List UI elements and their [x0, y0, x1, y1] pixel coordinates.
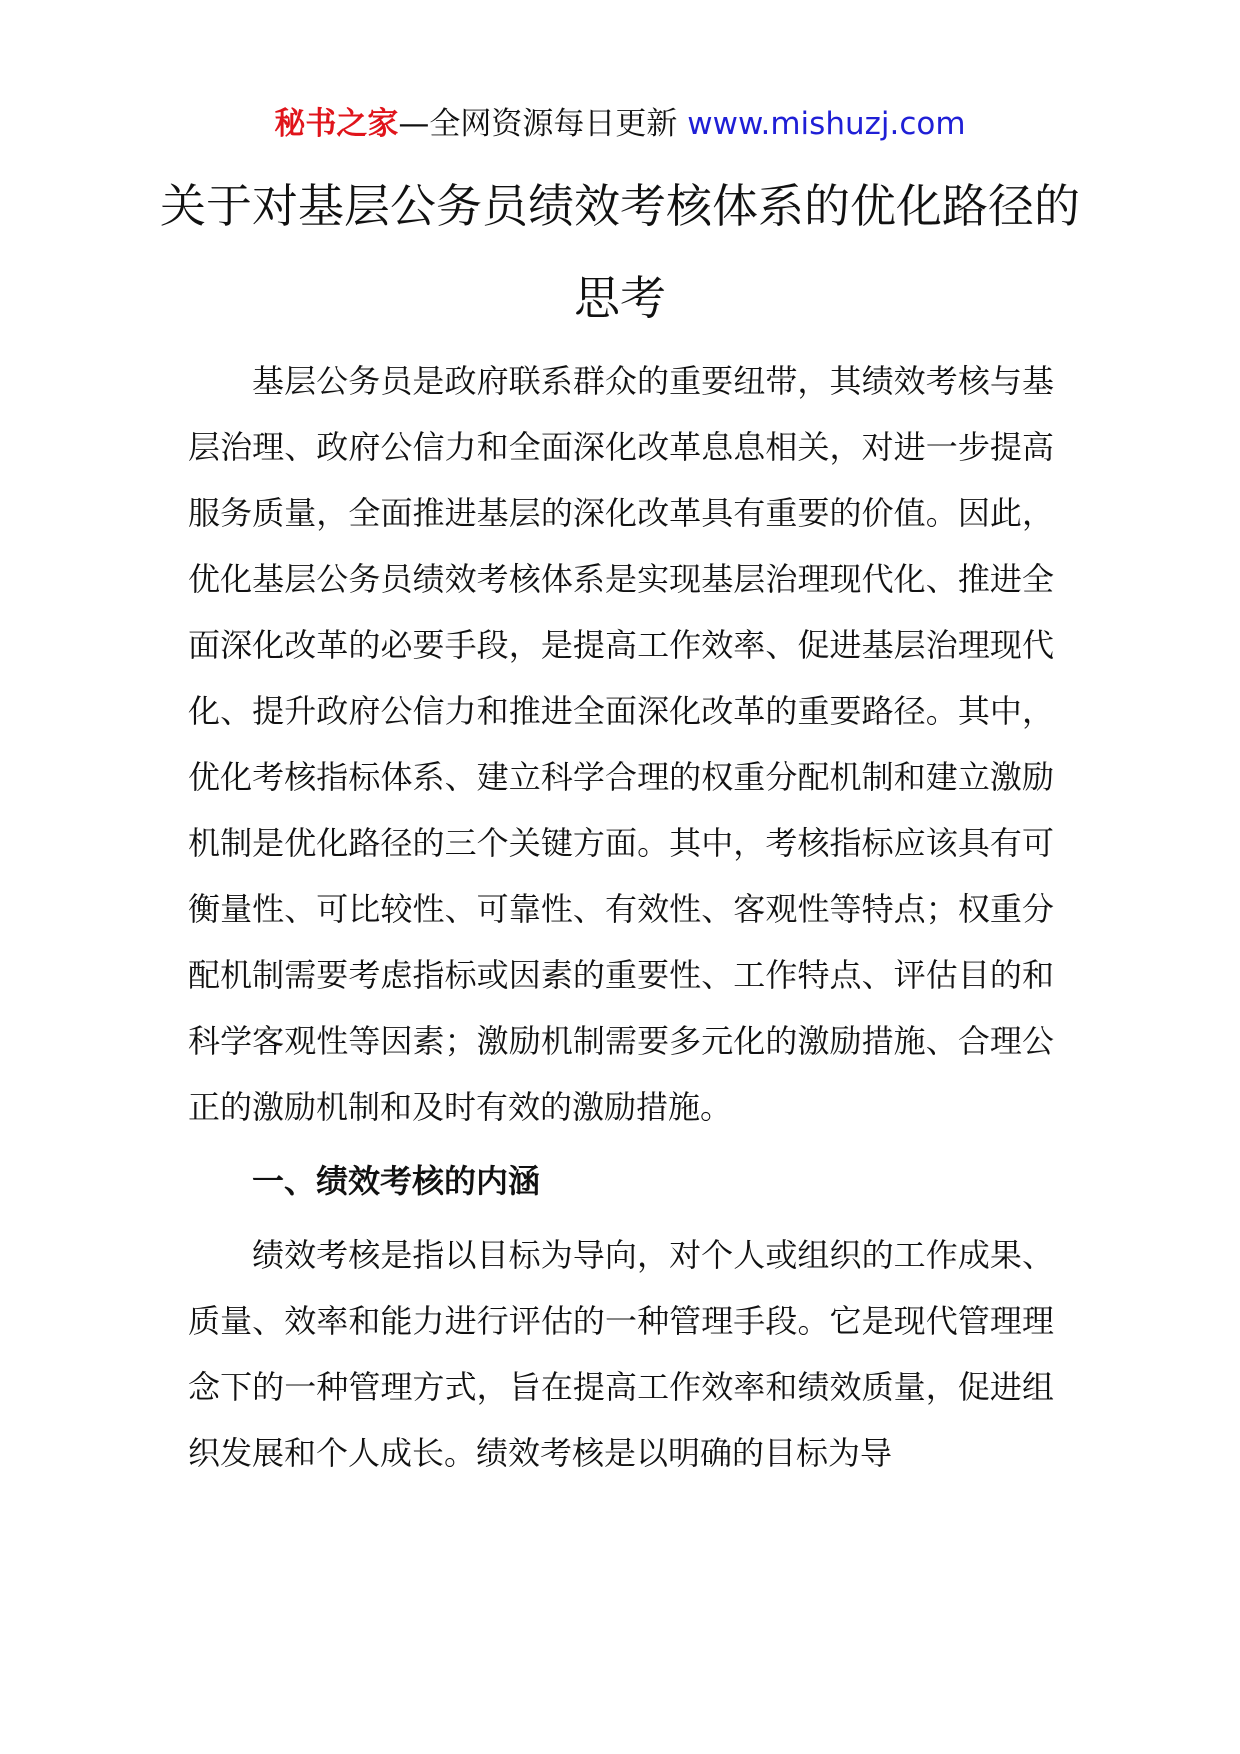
document-title: 关于对基层公务员绩效考核体系的优化路径的思考: [160, 179, 1080, 325]
document-body: [188, 348, 1054, 1494]
section-heading: 一、绩效考核的内涵: [252, 1162, 541, 1200]
site-banner: [0, 104, 1240, 144]
site-tagline: —全网资源每日更新: [398, 106, 678, 142]
site-brand: 秘书之家: [274, 106, 399, 142]
site-url[interactable]: www.mishuzj.com: [687, 106, 966, 142]
section-paragraph: 绩效考核是指以目标为导向，对个人或组织的工作成果、质量、效率和能力进行评估的一种管理手段。它是现代管理理念下的一种管理方式，旨在提高工作效率和绩效质量，促进组织发展和个人成长。绩效考核是以明确的目标为导: [188, 1236, 1054, 1472]
intro-paragraph: 基层公务员是政府联系群众的重要纽带，其绩效考核与基层治理、政府公信力和全面深化改革息息相关，对进一步提高服务质量，全面推进基层的深化改革具有重要的价值。因此，优化基层公务员绩效考核体系是实现基层治理现代化、推进全面深化改革的必要手段，是提高工作效率、促进基层治理现代化、提升政府公信力和推进全面深化改革的重要路径。其中，优化考核指标体系、建立科学合理的权重分配机制和建立激励机制是优化路径的三个关键方面。其中，考核指标应该具有可衡量性、可比较性、可靠性、有效性、客观性等特点；权重分配机制需要考虑指标或因素的重要性、工作特点、评估目的和科学客观性等因素；激励机制需要多元化的激励措施、合理公正的激励机制和及时有效的激励措施。: [188, 362, 1054, 1126]
